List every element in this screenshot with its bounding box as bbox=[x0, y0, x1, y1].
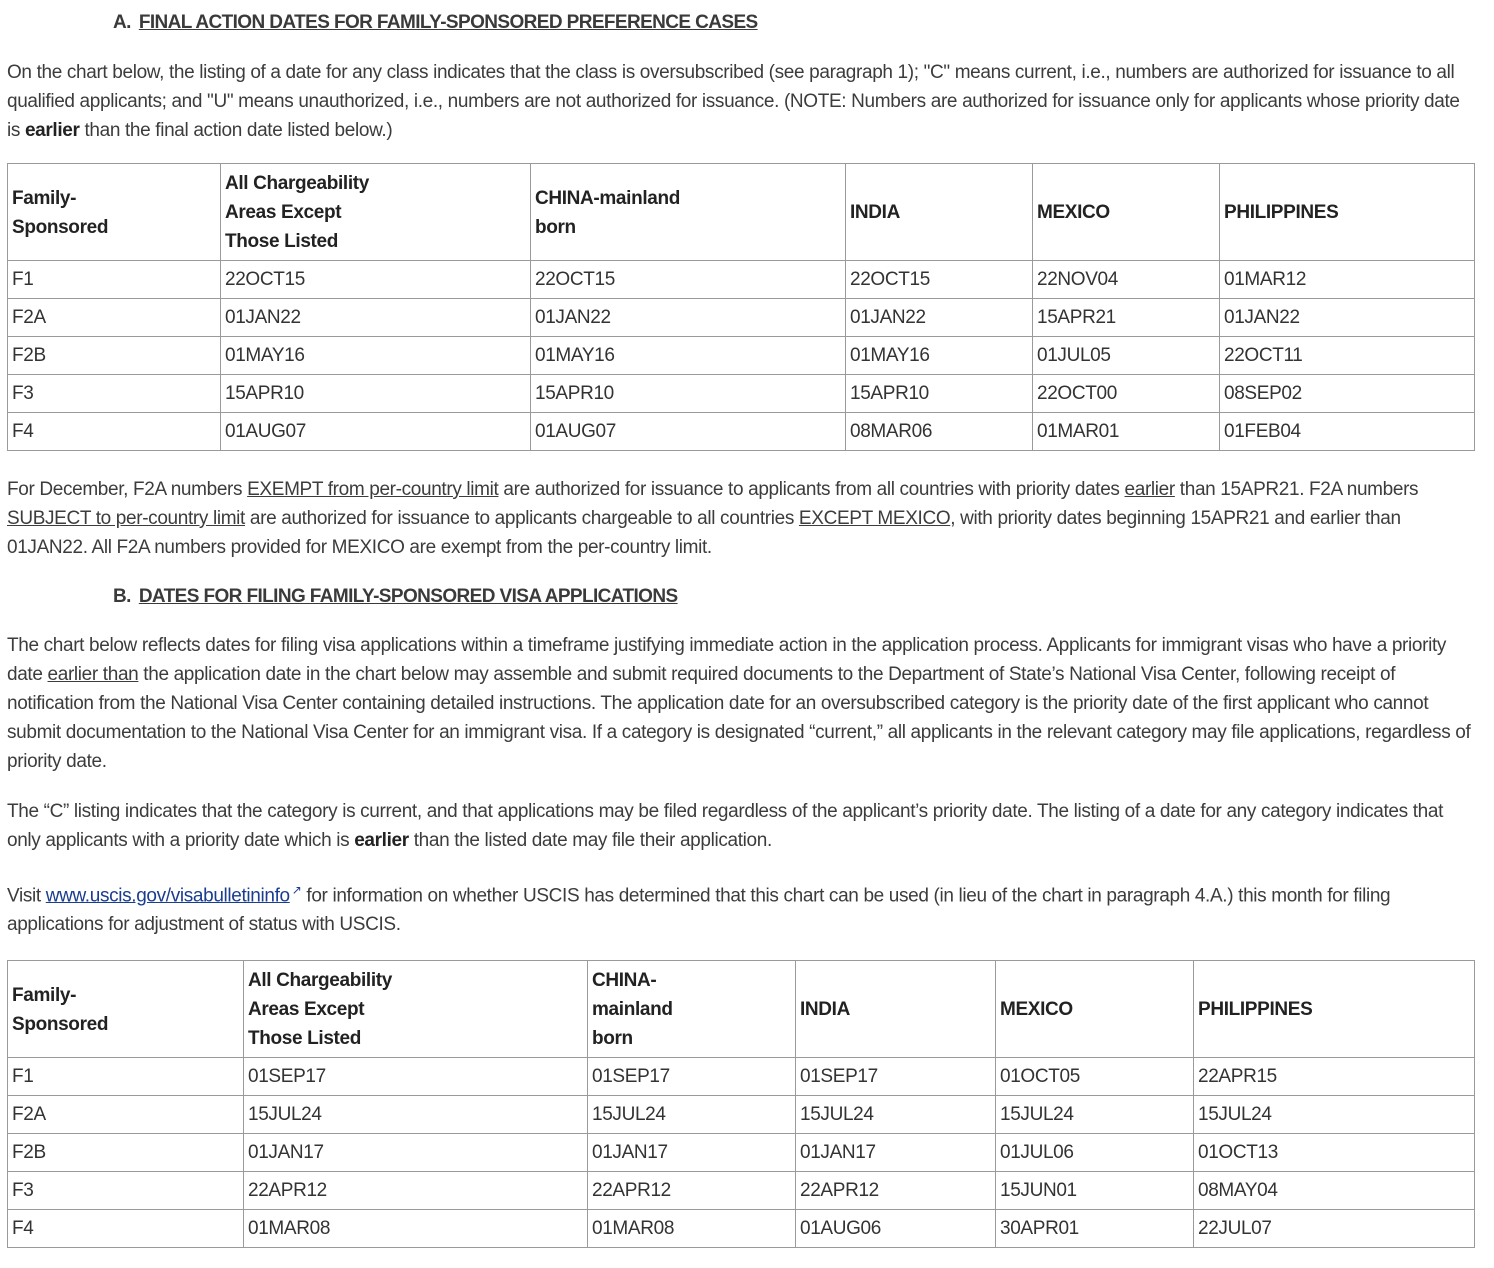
para-text: The chart below reflects dates for filing visa applications within a timeframe justifying immediate action in the application process. Applicants for immigrant visas who have a priority date bbox=[7, 635, 1447, 685]
date-cell: 01JUL06 bbox=[996, 1134, 1194, 1172]
date-cell: 01OCT05 bbox=[996, 1058, 1194, 1096]
table-header-row bbox=[8, 164, 1475, 261]
date-cell: 01MAY16 bbox=[531, 337, 846, 375]
date-cell: 15JUL24 bbox=[588, 1096, 796, 1134]
section-a-intro bbox=[7, 58, 1474, 145]
date-cell: 08MAR06 bbox=[846, 413, 1033, 451]
date-cell: 15JUL24 bbox=[996, 1096, 1194, 1134]
header-india: INDIA bbox=[796, 961, 996, 1058]
date-cell: 22NOV04 bbox=[1033, 261, 1220, 299]
date-cell: 22OCT11 bbox=[1220, 337, 1475, 375]
date-cell: 01JAN22 bbox=[1220, 299, 1475, 337]
note-underline-subject: SUBJECT to per-country limit bbox=[7, 508, 245, 529]
date-cell: 22OCT15 bbox=[846, 261, 1033, 299]
date-cell: 22OCT15 bbox=[531, 261, 846, 299]
para-text: than the listed date may file their application. bbox=[408, 830, 772, 851]
header-family-sponsored: Family-Sponsored bbox=[8, 164, 221, 261]
section-a-title: FINAL ACTION DATES FOR FAMILY-SPONSORED PREFERENCE CASES bbox=[138, 12, 758, 33]
note-underline-earlier: earlier bbox=[1124, 479, 1175, 500]
date-cell: 01SEP17 bbox=[796, 1058, 996, 1096]
table-header-row bbox=[8, 961, 1475, 1058]
date-cell: 22APR15 bbox=[1194, 1058, 1475, 1096]
table-row bbox=[8, 337, 1475, 375]
date-cell: 01AUG07 bbox=[531, 413, 846, 451]
date-cell: 01JAN17 bbox=[244, 1134, 588, 1172]
date-cell: 15APR10 bbox=[221, 375, 531, 413]
row-category: F4 bbox=[8, 1210, 244, 1248]
date-cell: 01JAN17 bbox=[588, 1134, 796, 1172]
table-row bbox=[8, 375, 1475, 413]
date-cell: 15APR21 bbox=[1033, 299, 1220, 337]
note-text: For December, F2A numbers bbox=[7, 479, 248, 500]
date-cell: 15JUL24 bbox=[796, 1096, 996, 1134]
table-row bbox=[8, 1210, 1475, 1248]
date-cell: 01JAN22 bbox=[846, 299, 1033, 337]
intro-text: On the chart below, the listing of a date for any class indicates that the class is oversubscribed (see paragraph 1); "C" means current, i.e., numbers are authorized for issuance to all qualified applicants; and "U" means unauthorized, i.e., numbers are not authorized for issuance. (NOTE: Numbers are authorized for issuance only for applicants whose priority date is bbox=[7, 62, 1460, 141]
section-b-letter: B. bbox=[113, 586, 131, 607]
table-row bbox=[8, 1172, 1475, 1210]
row-category: F4 bbox=[8, 413, 221, 451]
date-cell: 15JUN01 bbox=[996, 1172, 1194, 1210]
date-cell: 08SEP02 bbox=[1220, 375, 1475, 413]
row-category: F1 bbox=[8, 261, 221, 299]
date-cell: 01JUL05 bbox=[1033, 337, 1220, 375]
header-all-chargeability: All Chargeability Areas Except Those Listed bbox=[221, 164, 531, 261]
table-row bbox=[8, 299, 1475, 337]
f2a-note bbox=[7, 475, 1474, 562]
date-cell: 01MAR08 bbox=[588, 1210, 796, 1248]
note-underline-except-mexico: EXCEPT MEXICO bbox=[798, 508, 951, 529]
dates-for-filing-table bbox=[7, 960, 1475, 1248]
date-cell: 15JUL24 bbox=[244, 1096, 588, 1134]
date-cell: 22APR12 bbox=[588, 1172, 796, 1210]
note-text: than 15APR21. F2A numbers bbox=[1174, 479, 1419, 500]
intro-text-end: than the final action date listed below.) bbox=[79, 120, 393, 141]
uscis-link[interactable]: www.uscis.gov/visabulletininfo bbox=[45, 885, 290, 907]
date-cell: 01JAN22 bbox=[221, 299, 531, 337]
date-cell: 08MAY04 bbox=[1194, 1172, 1475, 1210]
table-row bbox=[8, 1096, 1475, 1134]
date-cell: 01AUG06 bbox=[796, 1210, 996, 1248]
note-text: are authorized for issuance to applicants from all countries with priority dates bbox=[498, 479, 1125, 500]
row-category: F2A bbox=[8, 299, 221, 337]
final-action-dates-table bbox=[7, 163, 1475, 451]
date-cell: 01MAR08 bbox=[244, 1210, 588, 1248]
para-text: Visit bbox=[7, 885, 46, 907]
header-philippines: PHILIPPINES bbox=[1194, 961, 1475, 1058]
row-category: F2B bbox=[8, 337, 221, 375]
date-cell: 01MAY16 bbox=[221, 337, 531, 375]
date-cell: 30APR01 bbox=[996, 1210, 1194, 1248]
section-b-heading bbox=[113, 582, 1474, 612]
section-b-title: DATES FOR FILING FAMILY-SPONSORED VISA APPLICATIONS bbox=[138, 586, 678, 607]
table-row bbox=[8, 413, 1475, 451]
date-cell: 01MAR12 bbox=[1220, 261, 1475, 299]
para-underline-earlier-than: earlier than bbox=[47, 664, 139, 685]
table-row bbox=[8, 261, 1475, 299]
header-mexico: MEXICO bbox=[996, 961, 1194, 1058]
external-link-icon: ↗ bbox=[291, 883, 302, 897]
date-cell: 22APR12 bbox=[244, 1172, 588, 1210]
para-text: for information on whether USCIS has determined that this chart can be used (in lieu of the chart in paragraph 4.A.) this month for filing applications for adjustment of status with USCIS. bbox=[7, 885, 1391, 936]
row-category: F2B bbox=[8, 1134, 244, 1172]
row-category: F1 bbox=[8, 1058, 244, 1096]
header-philippines: PHILIPPINES bbox=[1220, 164, 1475, 261]
table-row bbox=[8, 1058, 1475, 1096]
header-china: CHINA-mainland born bbox=[531, 164, 846, 261]
date-cell: 15JUL24 bbox=[1194, 1096, 1475, 1134]
row-category: F3 bbox=[8, 375, 221, 413]
section-a-heading bbox=[113, 8, 1474, 38]
date-cell: 01MAY16 bbox=[846, 337, 1033, 375]
para-text: the application date in the chart below may assemble and submit required documents to the Department of State’s National Visa Center, following receipt of notification from the National Visa Center containing detailed instructions. The application date for an oversubscribed category is the priority date of the first applicant who cannot submit documentation to the National Visa Center for an immigrant visa. If a category is designated “current,” all applicants in the relevant category may file applications, regardless of priority date. bbox=[7, 664, 1471, 772]
header-india: INDIA bbox=[846, 164, 1033, 261]
date-cell: 01JAN22 bbox=[531, 299, 846, 337]
para-bold-earlier: earlier bbox=[354, 830, 409, 851]
date-cell: 22JUL07 bbox=[1194, 1210, 1475, 1248]
date-cell: 01JAN17 bbox=[796, 1134, 996, 1172]
date-cell: 01SEP17 bbox=[244, 1058, 588, 1096]
header-mexico: MEXICO bbox=[1033, 164, 1220, 261]
header-all-chargeability: All Chargeability Areas Except Those Listed bbox=[244, 961, 588, 1058]
section-b-para-2 bbox=[7, 797, 1474, 855]
date-cell: 15APR10 bbox=[531, 375, 846, 413]
date-cell: 01SEP17 bbox=[588, 1058, 796, 1096]
section-a-letter: A. bbox=[113, 12, 131, 33]
section-b-para-3 bbox=[7, 876, 1474, 939]
date-cell: 01FEB04 bbox=[1220, 413, 1475, 451]
note-underline-exempt: EXEMPT from per-country limit bbox=[247, 479, 499, 500]
para-text: The “C” listing indicates that the category is current, and that applications may be filed regardless of the applicant’s priority date. The listing of a date for any category indicates that only applicants with a priority date which is bbox=[7, 801, 1444, 851]
row-category: F3 bbox=[8, 1172, 244, 1210]
date-cell: 22APR12 bbox=[796, 1172, 996, 1210]
date-cell: 01OCT13 bbox=[1194, 1134, 1475, 1172]
date-cell: 15APR10 bbox=[846, 375, 1033, 413]
date-cell: 01MAR01 bbox=[1033, 413, 1220, 451]
section-b-para-1 bbox=[7, 631, 1474, 776]
note-text: , with priority dates beginning 15APR21 and earlier than 01JAN22. All F2A numbers provided for MEXICO are exempt from the per-country limit. bbox=[7, 508, 1401, 558]
intro-bold: earlier bbox=[24, 120, 80, 141]
table-row bbox=[8, 1134, 1475, 1172]
date-cell: 22OCT00 bbox=[1033, 375, 1220, 413]
header-family-sponsored: Family-Sponsored bbox=[8, 961, 244, 1058]
row-category: F2A bbox=[8, 1096, 244, 1134]
header-china: CHINA-mainland born bbox=[588, 961, 796, 1058]
note-text: are authorized for issuance to applicants chargeable to all countries bbox=[244, 508, 799, 529]
date-cell: 22OCT15 bbox=[221, 261, 531, 299]
date-cell: 01AUG07 bbox=[221, 413, 531, 451]
